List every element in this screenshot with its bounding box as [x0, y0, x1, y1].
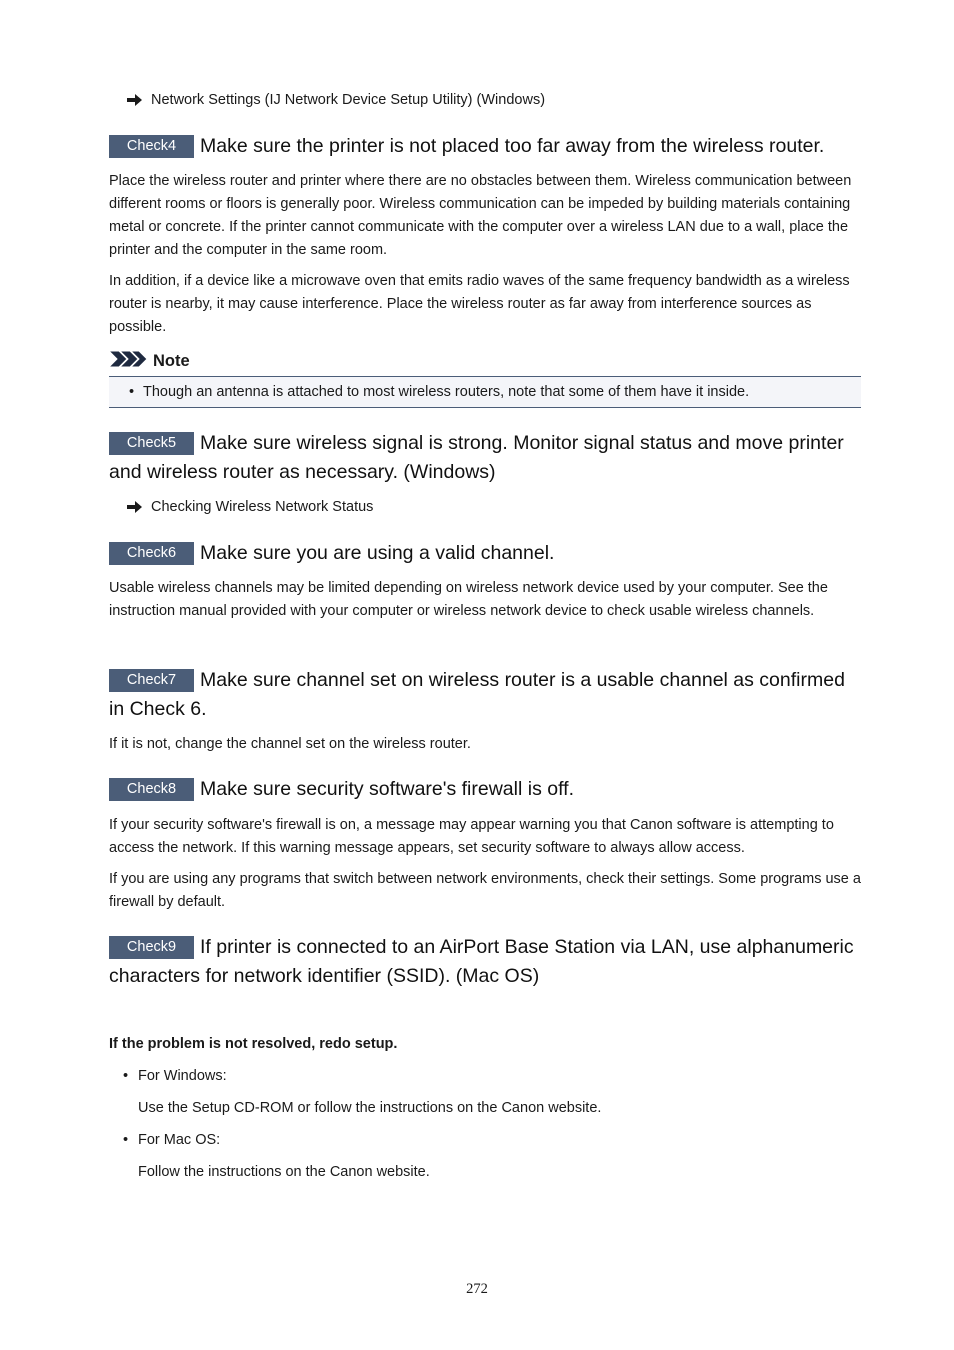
check6-heading — [109, 539, 861, 568]
note-header — [109, 350, 190, 373]
check7-title: Make sure channel set on wireless router is a usable channel as confirmed in Check 6. — [109, 669, 845, 720]
check8-title: Make sure security software's firewall is off. — [200, 778, 574, 800]
macos-bullet: • — [123, 1132, 129, 1148]
check4-title: Make sure the printer is not placed too far away from the wireless router. — [200, 135, 825, 157]
arrow-right-icon — [127, 501, 143, 513]
page-number: 272 — [466, 1281, 488, 1297]
check9-heading — [109, 933, 861, 991]
network-settings-link-text[interactable]: Network Settings (IJ Network Device Setup Utility) (Windows) — [151, 92, 546, 108]
check5-title: Make sure wireless signal is strong. Monitor signal status and move printer and wireless router as necessary. (Windows) — [109, 432, 844, 483]
note-chevrons-icon — [109, 350, 149, 373]
check6-title: Make sure you are using a valid channel. — [200, 542, 555, 564]
note-box — [109, 376, 861, 408]
arrow-right-icon — [127, 94, 143, 106]
check5-heading — [109, 429, 861, 487]
note-text: Though an antenna is attached to most wireless routers, note that some of them have it inside. — [143, 384, 750, 400]
redo-setup-heading: If the problem is not resolved, redo setup. — [109, 1036, 398, 1052]
check4-paragraph-1: Place the wireless router and printer where there are no obstacles between them. Wireless communication between different rooms or floors is generally poor. Wireless communication can be impeded by building materials containing metal or concrete. If the printer cannot communicate with the computer over a wireless LAN due to a wall, place the printer and the computer in the same room. — [109, 173, 852, 258]
windows-label: For Windows: — [138, 1068, 227, 1084]
check7-badge: Check7 — [109, 669, 194, 692]
check8-badge: Check8 — [109, 778, 194, 801]
network-settings-link[interactable] — [127, 91, 545, 109]
check4-heading — [109, 132, 861, 161]
check8-paragraph-1: If your security software's firewall is on, a message may appear warning you that Canon software is attempting to access the network. If this warning message appears, set security software to always allow access. — [109, 817, 834, 856]
checking-wireless-status-link-text[interactable]: Checking Wireless Network Status — [151, 499, 374, 515]
check4-paragraph-2: In addition, if a device like a microwave oven that emits radio waves of the same frequency bandwidth as a wireless router is nearby, it may cause interference. Place the wireless router as far away from interference sources as possible. — [109, 273, 850, 335]
note-bullet: • — [129, 384, 135, 400]
check7-paragraph: If it is not, change the channel set on the wireless router. — [109, 736, 471, 752]
windows-detail: Use the Setup CD-ROM or follow the instructions on the Canon website. — [138, 1100, 602, 1116]
check7-heading — [109, 666, 861, 724]
note-title: Note — [153, 352, 190, 370]
check9-title: If printer is connected to an AirPort Base Station via LAN, use alphanumeric characters for network identifier (SSID). (Mac OS) — [109, 936, 854, 987]
windows-bullet: • — [123, 1068, 129, 1084]
check8-heading — [109, 775, 861, 804]
check5-badge: Check5 — [109, 432, 194, 455]
check6-paragraph: Usable wireless channels may be limited depending on wireless network device used by your computer. See the instruction manual provided with your computer or wireless network device to check usable wireless channels. — [109, 580, 828, 619]
macos-detail: Follow the instructions on the Canon website. — [138, 1164, 430, 1180]
macos-label: For Mac OS: — [138, 1132, 221, 1148]
check6-badge: Check6 — [109, 542, 194, 565]
checking-wireless-status-link[interactable] — [127, 498, 373, 516]
check4-badge: Check4 — [109, 135, 194, 158]
check9-badge: Check9 — [109, 936, 194, 959]
check8-paragraph-2: If you are using any programs that switch between network environments, check their settings. Some programs use a firewall by default. — [109, 871, 861, 910]
